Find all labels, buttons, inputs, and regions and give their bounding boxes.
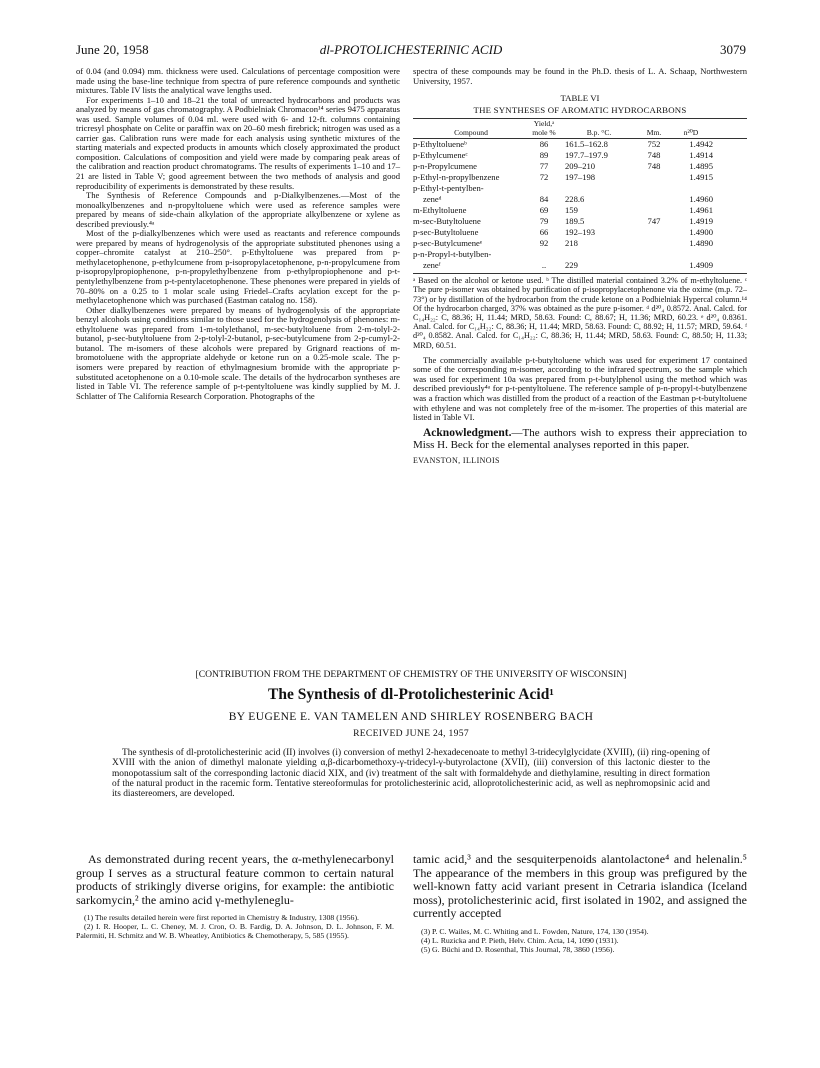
table-cell: 66: [539, 227, 549, 238]
table-row: [413, 194, 747, 205]
paragraph: For experiments 1–10 and 18–21 the total of unreacted hydrocarbons and products was analyzed by means of gas chromatography. A Podbielniak Chromacon¹⁴ series 9475 apparatus was used. Sample volumes of 0.04 ml. were used with 6- and 12-ft. columns containing tricresyl phosphate on Celite or paraffin wax on 20–60 mesh firebrick; nitrogen was used as a carrier gas. Calibration runs were made for each analysis using synthetic mixtures of the starting materials and expected products in amounts which closely approximated the product composition. Calculations of composition and yield were made by comparing peak areas of the calibration and reaction product chromatograms. The results of experiments 1–10 and 17–21 are listed in Table V; good agreement between the two methods of analysis and good reproducibility of experiments is demonstrated by these results.: [76, 94, 400, 191]
table-title: THE SYNTHESES OF AROMATIC HYDROCARBONS: [473, 104, 687, 115]
table-cell: 1.4919: [689, 216, 713, 227]
right-column: [413, 67, 747, 670]
table-cell: [669, 249, 713, 260]
table-cell: 84: [539, 194, 549, 205]
table-cell: m-sec-Butyltoluene: [413, 216, 481, 227]
table-cell: p-n-Propyl-t-butylben-: [413, 249, 492, 260]
table-body: [413, 139, 747, 271]
table-cell: 1.4915: [689, 172, 713, 183]
table-cell: p-Ethylcumeneᶜ: [413, 150, 468, 161]
table-cell: 218: [565, 238, 578, 249]
paragraph: The Synthesis of Reference Compounds and p-Dialkylbenzenes.—Most of the monoalkylbenzenes and n-propyltoluene which were used as reference samples were prepared by means of side-chain alkylation of the appropriate alkylbenzene or xylene as described previously.⁴ᵃ: [76, 190, 400, 229]
table-cell: 1.4914: [689, 150, 713, 161]
article-authors: BY EUGENE E. VAN TAMELEN AND SHIRLEY ROSENBERG BACH: [228, 711, 594, 723]
paragraph: The commercially available p-t-butyltoluene which was used for experiment 17 contained some of the corresponding m-isomer, according to the infrared spectrum, so the sample which was used for experiment 10a was prepared from p-t-butylphenol using the method which was described previously⁴ᵃ for p-t-pentyltoluene. The reference sample of p-n-propyl-t-butylbenzene was a fraction which was distilled from the product of a reaction of the Eastman p-t-butyltoluene with ethylene and was not completely free of the m-isomer. The properties of this material are listed in Table VI.: [413, 354, 747, 423]
running-header: [76, 42, 746, 58]
table-cell: [639, 260, 669, 271]
table-cell: 189.5: [565, 216, 585, 227]
table-row: [413, 238, 747, 249]
table-cell: 1.4960: [689, 194, 713, 205]
table-cell: [529, 249, 559, 260]
footnote: (5) G. Büchi and D. Rosenthal, This Journal, 78, 3860 (1956).: [421, 944, 615, 954]
table-cell: m-Ethyltoluene: [413, 205, 467, 216]
table-cell: 1.4942: [689, 139, 713, 150]
footnotes: [413, 927, 747, 954]
table-cell: 1.4890: [689, 238, 713, 249]
table-cell: p-Ethyl-n-propylbenzene: [413, 172, 500, 183]
table-cell: 748: [647, 161, 661, 172]
table-cell: 192–193: [565, 227, 596, 238]
table-cell: [639, 205, 669, 216]
table-cell: 159: [565, 205, 578, 216]
paragraph: of 0.04 (and 0.094) mm. thickness were used. Calculations of percentage composition were made using the base-line technique from spectra of pure reference compounds and synthetic mixtures. Table IV lists the analytical wave lengths used.: [76, 66, 400, 96]
table-cell: 748: [647, 150, 661, 161]
table-row: [413, 205, 747, 216]
table-cell: 72: [539, 172, 549, 183]
table-cell: [669, 183, 713, 194]
table-cell: [639, 172, 669, 183]
table-cell: [639, 183, 669, 194]
body-left-column: [76, 853, 394, 940]
table-cell: p-Ethyl-t-pentylben-: [413, 183, 484, 194]
table-cell: p-Ethyltolueneᵇ: [413, 139, 467, 150]
footnote: (4) L. Ruzicka and P. Pieth, Helv. Chim. Acta, 14, 1090 (1931).: [421, 935, 619, 945]
contribution-line: [CONTRIBUTION FROM THE DEPARTMENT OF CHEMISTRY OF THE UNIVERSITY OF WISCONSIN]: [195, 669, 627, 680]
table-row: [413, 161, 747, 172]
table-header-cell: Mm.: [646, 127, 662, 137]
footnote: (3) P. C. Wailes, M. C. Whiting and L. Fowden, Nature, 174, 130 (1954).: [421, 926, 649, 936]
table-cell: 209–210: [565, 161, 596, 172]
table-cell: 77: [539, 161, 549, 172]
footnote: (1) The results detailed herein were first reported in Chemistry & Industry, 1308 (1956).: [84, 913, 359, 923]
table-footnote: ᵃ Based on the alcohol or ketone used. ᵇ The distilled material contained 3.2% of m-ethyltoluene. ᶜ The pure p-isomer was obtained by purification of p-isopropylacetophenone via the oxime (m.p. 72–73°) or by distillation of the hydrocarbon from the crude ketone on a Podbielniak Hypercal column.¹⁴ Of the hydrocarbon charged, 37% was obtained as the pure p-isomer. ᵈ d²⁰₄ 0.8572. Anal. Calcd. for C₁₄H₂₂: C, 88.36; H, 11.44; MRD, 58.63. Found: C, 88.67; H, 11.36; MRD, 60.23. ᵉ d²⁰₄ 0.8361. Anal. Calcd. for C₁₄H₂₂: C, 88.36; H, 11.44; MRD, 58.63. Found: C, 88.92; H, 11.57; MRD, 59.64. ᶠ d²⁰₄ 0.8582. Anal. Calcd. for C₁₄H₂₂: C, 88.36; H, 11.44; MRD, 58.63. Found: C, 88.50; H, 11.33; MRD, 60.51.: [413, 273, 747, 350]
page-number: 3079: [720, 42, 746, 57]
table-label: TABLE VI: [560, 93, 600, 104]
table-cell: 747: [647, 216, 661, 227]
table-cell: 1.4895: [689, 161, 713, 172]
table-cell: [639, 249, 669, 260]
acknowledgment: [413, 427, 747, 452]
table-row: [413, 183, 747, 194]
table-row: [413, 249, 747, 260]
table-cell: p-n-Propylcumene: [413, 161, 477, 172]
table-cell: 79: [539, 216, 549, 227]
table-header-cell: Compound: [454, 127, 488, 137]
table-cell: 161.5–162.8: [565, 139, 608, 150]
table-cell: ..: [541, 260, 547, 271]
table-cell: 752: [647, 139, 661, 150]
table-cell: [559, 249, 639, 260]
abstract: The synthesis of dl-protolichesterinic acid (II) involves (i) conversion of methyl 2-hexadecenoate to methyl 3-tridecylglycidate (XVIII), (ii) ring-opening of XVIII with the anion of dimethyl malonate yielding α,β-dicarbomethoxy-γ-tridecyl-γ-butyrolactone (XVII), (iii) conversion of this lactonic diester to the monopotassium salt of the corresponding lactonic diacid XIX, and (iv) treatment of the salt with formaldehyde and diethylamine, resulting in direct formation of the natural product in the racemic form. Tentative stereoformulas for protolichesterinic acid, alloprotolichesterinic acid, as well as nephromopsinic acid and its diastereomers, are developed.: [112, 748, 710, 800]
article-title: The Synthesis of dl-Protolichesterinic Acid¹: [268, 686, 554, 703]
table-header: [413, 118, 747, 139]
table-cell: p-sec-Butyltoluene: [413, 227, 479, 238]
table-cell: [639, 238, 669, 249]
footnote: (2) I. R. Hooper, L. C. Cheney, M. J. Cron, O. B. Fardig, D. A. Johnson, D. L. Johnson, F. M. Palermiti, H. Schmitz and W. B. Wheatley, Antibiotics & Chemotherapy, 5, 585 (1955).: [76, 922, 394, 941]
header-title: dl-PROTOLICHESTERINIC ACID: [319, 42, 503, 57]
table-cell: 228.6: [565, 194, 585, 205]
table-header-cell: n²⁰D: [683, 127, 699, 137]
paragraph: Other dialkylbenzenes were prepared by means of hydrogenolysis of the appropriate benzyl alcohols using conditions similar to those used for the hydrogenolysis of phenones: m-ethyltoluene was prepared from 1-m-tolylethanol, m-sec-butyltoluene from 2-m-tolyl-2-butanol, p-sec-butyltoluene from 2-p-tolyl-2-butanol, p-sec-butylcumene from 2-p-cumyl-2-butanol. The m-isomers of these alcohols were prepared by Grignard reactions of m-bromotoluene with the appropriate aldehyde or ketone run on a 0.25-mole scale. The p-isomers were prepared by reaction of ethylmagnesium bromide with the appropriate p-substituted acetophenone on a 0.10-mole scale. The details of the hydrocarbon syntheses are listed in Table VI. The reference sample of p-t-pentyltoluene was kindly supplied by M. J. Schlatter of The California Research Corporation. Photographs of the: [76, 304, 400, 401]
table-row: [413, 150, 747, 161]
table-cell: [639, 194, 669, 205]
paragraph: tamic acid,³ and the sesquiterpenoids alantolactone⁴ and helenalin.⁵ The appearance of the members in this group was prefigured by the well-known fatty acid variant present in Cetraria islandica (Iceland moss), protolichesterinic acid, first isolated in 1902, and assigned the currently accepted: [413, 852, 747, 921]
table-row: [413, 227, 747, 238]
table-cell: 197.7–197.9: [565, 150, 608, 161]
table-cell: 92: [539, 238, 549, 249]
table-cell: [559, 183, 639, 194]
left-column: [76, 67, 400, 670]
acknowledgment-heading: Acknowledgment.: [423, 426, 512, 439]
table-cell: [639, 227, 669, 238]
table-cell: [529, 183, 559, 194]
table-cell: 86: [539, 139, 549, 150]
location: EVANSTON, ILLINOIS: [413, 456, 500, 466]
paragraph: Most of the p-dialkylbenzenes which were used as reactants and reference compounds were prepared by means of hydrogenolysis of the appropriate substituted phenones using a copper–chromite catalyst at 210–250°. p-Ethyltoluene was prepared from p-methylacetophenone, p-ethylcumene from p-isopropylacetophenone, p-n-propylcumene from p-isopropylpropiophenone, p-n-propylethylbenzene from p-ethylpropiophenone and p-t-pentylethylbenzene from p-t-pentylacetophenone. These phenones were prepared in yields of 70–80% on a 0.25 to 1 molar scale using Friedel–Crafts acylation except for the p-methylacetophenone which was purchased (Eastman catalog no. 158).: [76, 228, 400, 306]
paragraph: spectra of these compounds may be found in the Ph.D. thesis of L. A. Schaap, Northwestern University, 1957.: [413, 66, 747, 86]
table-cell: 229: [565, 260, 578, 271]
table-cell: p-sec-Butylcumeneᵉ: [413, 238, 483, 249]
table-cell: 1.4961: [689, 205, 713, 216]
acknowledgment-text: —The authors wish to express their appreciation to Miss H. Beck for the elemental analyses reported in this paper.: [413, 426, 747, 452]
table-cell: 69: [539, 205, 549, 216]
table-row: [413, 139, 747, 150]
table-header-cell: B.p. °C.: [586, 127, 612, 137]
body-right-column: [413, 853, 747, 954]
paragraph: As demonstrated during recent years, the α-methylenecarbonyl group I serves as a structural feature common to certain natural products of strikingly diverse origins, for example: the antibiotic sarkomycin,² the amino acid γ-methyleneglu-: [76, 852, 394, 907]
table-cell: zeneᶠ: [423, 260, 441, 271]
footnotes: [76, 913, 394, 940]
table-row: [413, 172, 747, 183]
table-cell: 1.4909: [689, 260, 713, 271]
table-header-cell: Yield,ᵃ mole %: [532, 119, 556, 137]
table-cell: zeneᵈ: [423, 194, 442, 205]
table-row: [413, 216, 747, 227]
table-cell: 197–198: [565, 172, 596, 183]
table-cell: 89: [539, 150, 549, 161]
header-date: June 20, 1958: [76, 42, 149, 57]
received-date: RECEIVED JUNE 24, 1957: [353, 728, 469, 739]
table-cell: 1.4900: [689, 227, 713, 238]
table-row: [413, 260, 747, 271]
